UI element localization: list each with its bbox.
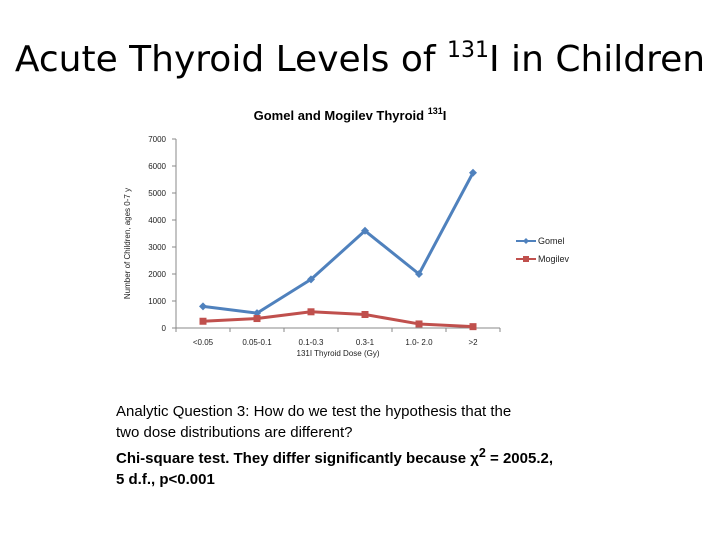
y-tick-label: 7000: [148, 135, 166, 144]
y-tick-label: 3000: [148, 243, 166, 252]
legend-marker-mogilev: [523, 256, 529, 262]
y-tick-label: 6000: [148, 162, 166, 171]
answer-line-2: 5 d.f., p<0.001: [116, 471, 215, 488]
series-line-gomel: [203, 173, 473, 313]
answer-text-end: = 2005.2,: [485, 450, 554, 467]
x-tick-label: 1.0- 2.0: [405, 338, 433, 347]
chart-title-main: Gomel and Mogilev Thyroid: [253, 108, 428, 123]
y-tick-label: 4000: [148, 216, 166, 225]
question-line-1: Analytic Question 3: How do we test the hypothesis that the: [116, 403, 512, 420]
analytic-question: [116, 401, 676, 490]
slide-title-end: I in Children: [489, 39, 706, 80]
legend-label-mogilev: Mogilev: [538, 254, 570, 264]
series-layer: [199, 169, 477, 330]
data-point-mogilev: [254, 315, 261, 322]
data-point-mogilev: [308, 308, 315, 315]
chart-title: [254, 106, 447, 123]
data-point-gomel: [199, 302, 207, 310]
chart-title-superscript: 131: [427, 106, 443, 116]
data-point-mogilev: [416, 320, 423, 327]
x-tick-label: 0.1-0.3: [298, 338, 324, 347]
y-tick-label: 1000: [148, 297, 166, 306]
x-axis-label: 131I Thyroid Dose (Gy): [296, 349, 380, 358]
x-tick-label: >2: [468, 338, 478, 347]
series-line-mogilev: [203, 312, 473, 327]
legend: [516, 236, 570, 264]
y-axis-label: Number of Children, ages 0-7 y: [123, 187, 132, 300]
y-tick-label: 2000: [148, 270, 166, 279]
legend-marker-gomel: [523, 238, 529, 244]
x-tick-label: 0.05-0.1: [242, 338, 272, 347]
y-tick-label: 0: [161, 324, 166, 333]
data-point-mogilev: [470, 323, 477, 330]
chart-title-end: I: [442, 108, 447, 123]
answer-line-1: [116, 443, 676, 469]
x-tick-label: 0.3-1: [355, 338, 375, 347]
y-tick-label: 5000: [148, 189, 166, 198]
axes: [148, 135, 500, 347]
answer-superscript: 2: [478, 446, 486, 460]
data-point-mogilev: [200, 318, 207, 325]
answer-text: Chi-square test. They differ significantly because χ: [116, 450, 479, 467]
legend-label-gomel: Gomel: [538, 236, 565, 246]
slide-title-superscript: 131: [447, 38, 489, 63]
data-point-mogilev: [362, 311, 369, 318]
slide-title-main: Acute Thyroid Levels of: [14, 39, 447, 80]
x-tick-label: <0.05: [192, 338, 214, 347]
question-line-2: two dose distributions are different?: [116, 424, 353, 441]
